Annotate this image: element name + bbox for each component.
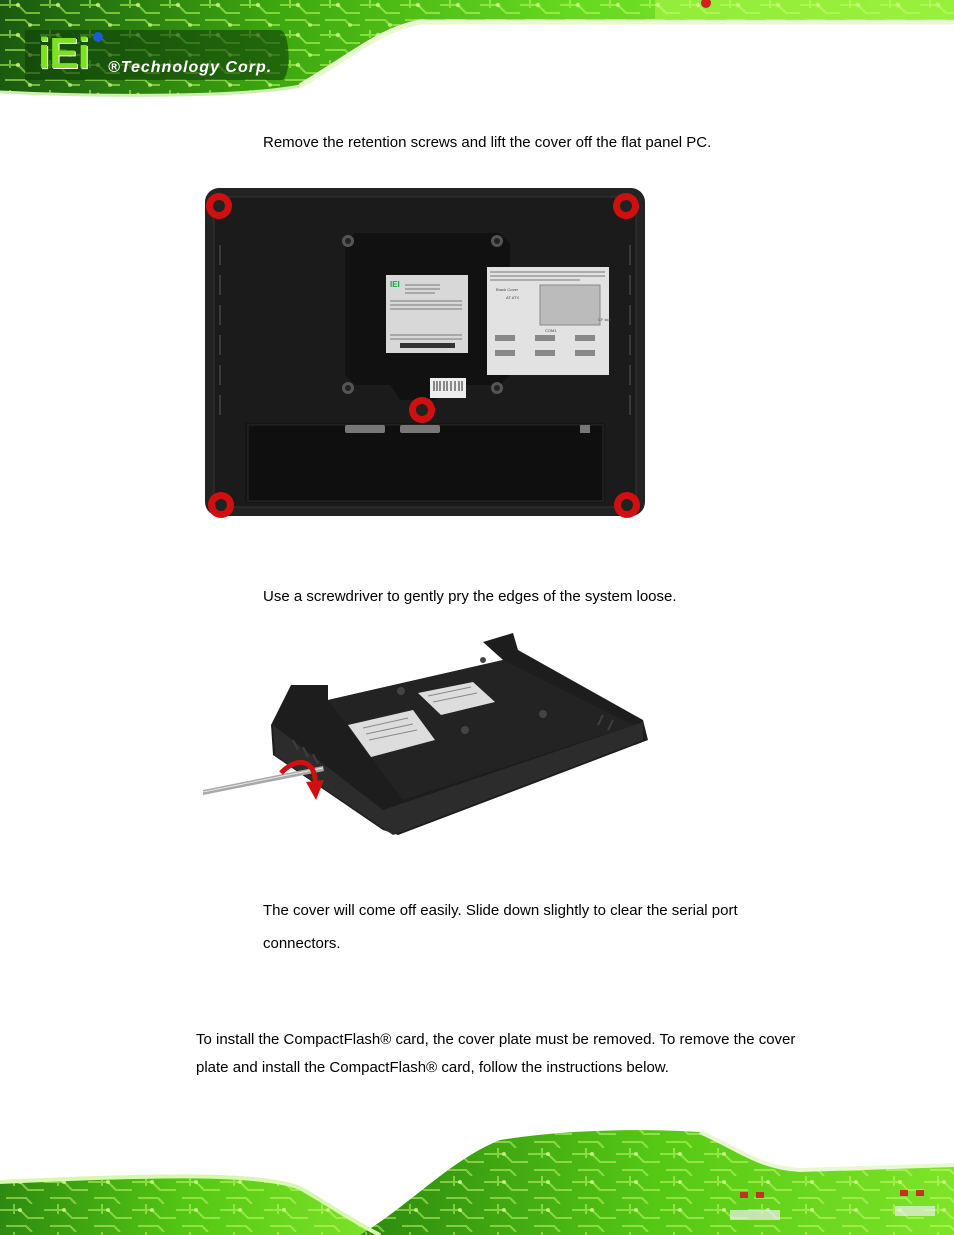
label-left-text: IEI — [390, 280, 400, 289]
svg-text:AT ATX: AT ATX — [506, 295, 520, 300]
logo-letters: iEi — [38, 29, 89, 78]
footer-circuit-graphic — [0, 1120, 954, 1235]
logo-text: ®Technology Corp. — [108, 59, 273, 76]
step-3-text-line-1: The cover will come off easily. Slide down slightly to clear the serial port — [263, 902, 738, 919]
figure-pry-cover — [203, 630, 653, 840]
compactflash-intro-line-2: plate and install the CompactFlash® card, follow the instructions below. — [196, 1059, 669, 1076]
company-logo — [38, 30, 288, 82]
logo-dot-icon — [93, 32, 103, 42]
step-2-text: Use a screwdriver to gently pry the edges of the system loose. — [263, 588, 677, 605]
figure-rear-panel — [200, 185, 650, 520]
svg-text:COM1: COM1 — [545, 328, 557, 333]
svg-text:CF slot: CF slot — [598, 317, 611, 322]
rear-panel-photo — [200, 185, 650, 520]
header-banner — [0, 0, 954, 115]
step-1-text: Remove the retention screws and lift the cover off the flat panel PC. — [263, 134, 712, 151]
svg-text:Brack Cover: Brack Cover — [496, 287, 519, 292]
compactflash-intro-line-1: To install the CompactFlash® card, the cover plate must be removed. To remove the cover — [196, 1031, 796, 1048]
footer-banner — [0, 1120, 954, 1235]
pry-cover-photo — [203, 630, 653, 840]
step-3-text-line-2: connectors. — [263, 935, 341, 952]
